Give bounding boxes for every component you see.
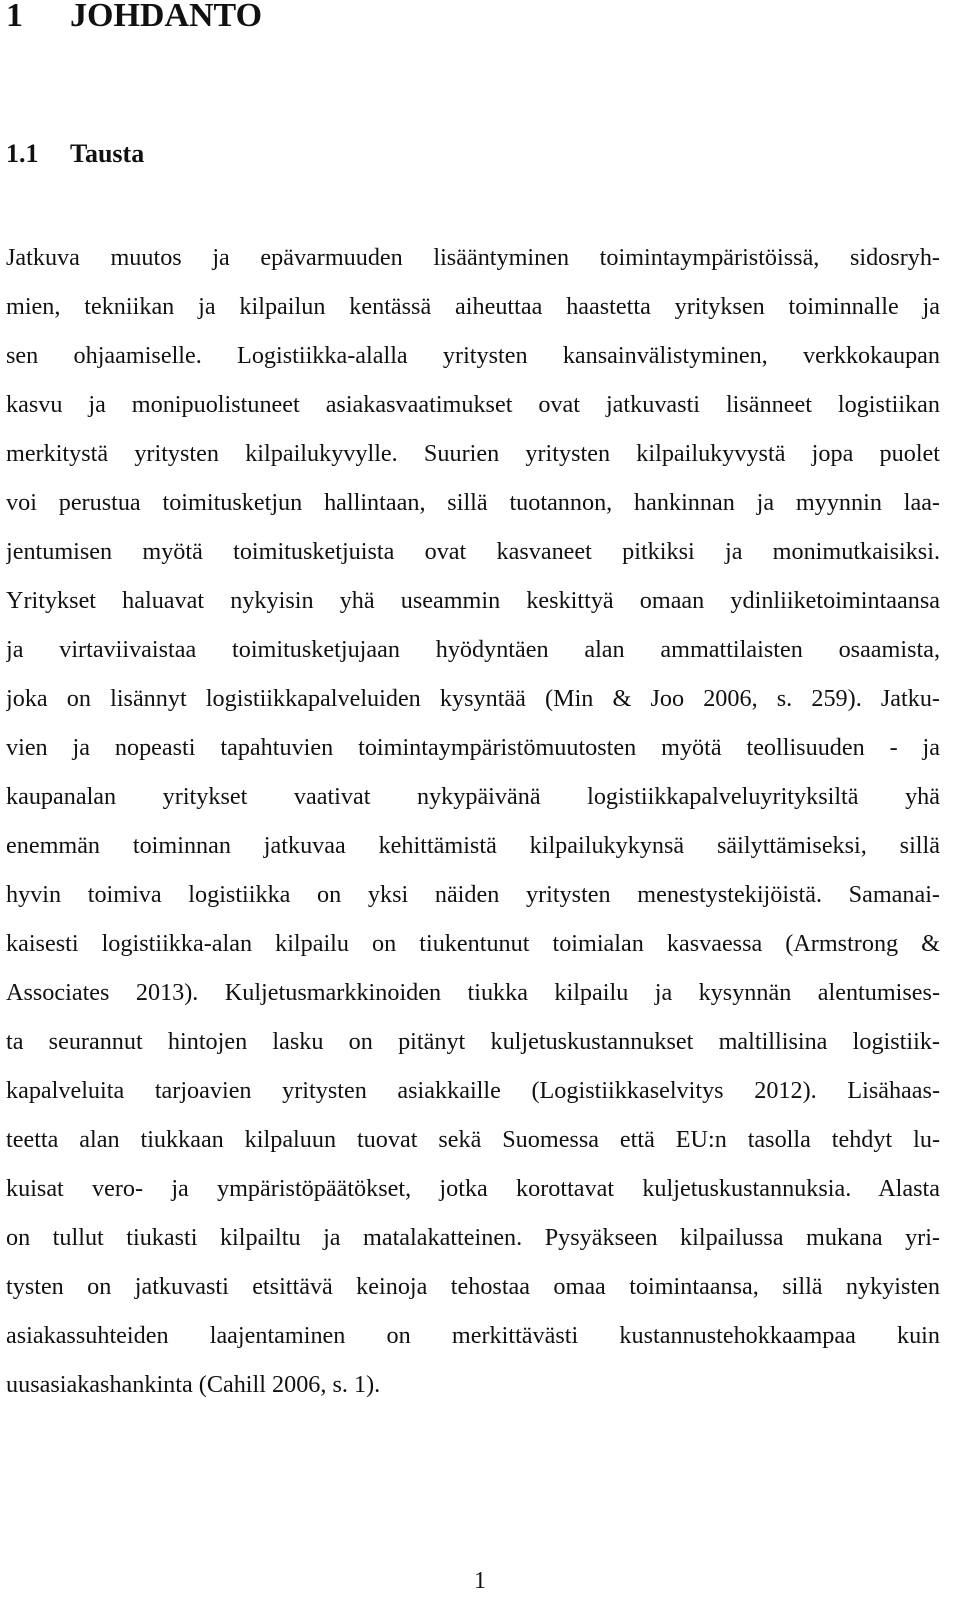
paragraph-line: jentumisen myötä toimitusketjuista ovat kasvaneet pitkiksi ja monimutkaisiksi. (6, 538, 940, 565)
paragraph-line: on tullut tiukasti kilpailtu ja matalakatteinen. Pysyäkseen kilpailussa mukana yri- (6, 1224, 940, 1251)
paragraph-line: Associates 2013). Kuljetusmarkkinoiden tiukka kilpailu ja kysynnän alentumises- (6, 979, 940, 1006)
paragraph-line: ja virtaviivaistaa toimitusketjujaan hyödyntäen alan ammattilaisten osaamista, (6, 636, 940, 663)
section-heading (6, 132, 144, 176)
paragraph-line: asiakassuhteiden laajentaminen on merkittävästi kustannustehokkaampaa kuin (6, 1322, 940, 1349)
chapter-title: JOHDANTO (70, 0, 263, 34)
paragraph-line: kuisat vero- ja ympäristöpäätökset, jotka korottavat kuljetuskustannuksia. Alasta (6, 1175, 940, 1202)
paragraph-line: teetta alan tiukkaan kilpaluun tuovat sekä Suomessa että EU:n tasolla tehdyt lu- (6, 1126, 940, 1153)
paragraph-line: kapalveluita tarjoavien yritysten asiakkaille (Logistiikkaselvitys 2012). Lisähaas- (6, 1077, 940, 1104)
paragraph-line: ta seurannut hintojen lasku on pitänyt kuljetuskustannukset maltillisina logistiik- (6, 1028, 940, 1055)
paragraph-line: Yritykset haluavat nykyisin yhä useammin keskittyä omaan ydinliiketoimintaansa (6, 587, 940, 614)
paragraph-line: mien, tekniikan ja kilpailun kentässä aiheuttaa haastetta yrityksen toiminnalle ja (6, 293, 940, 320)
paragraph-line: kaupanalan yritykset vaativat nykypäivänä logistiikkapalveluyrityksiltä yhä (6, 783, 940, 810)
paragraph-line: merkitystä yritysten kilpailukyvylle. Suurien yritysten kilpailukyvystä jopa puolet (6, 440, 940, 467)
paragraph-line: voi perustua toimitusketjun hallintaan, sillä tuotannon, hankinnan ja myynnin laa- (6, 489, 940, 516)
paragraph-line: vien ja nopeasti tapahtuvien toimintaympäristömuutosten myötä teollisuuden - ja (6, 734, 940, 761)
section-number: 1.1 (6, 139, 39, 168)
paragraph-line: kasvu ja monipuolistuneet asiakasvaatimukset ovat jatkuvasti lisänneet logistiikan (6, 391, 940, 418)
paragraph-line: kaisesti logistiikka-alan kilpailu on tiukentunut toimialan kasvaessa (Armstrong & (6, 930, 940, 957)
paragraph-line: joka on lisännyt logistiikkapalveluiden kysyntää (Min & Joo 2006, s. 259). Jatku- (6, 685, 940, 712)
section-title: Tausta (70, 139, 145, 168)
chapter-heading (6, 0, 262, 44)
paragraph-line: hyvin toimiva logistiikka on yksi näiden yritysten menestystekijöistä. Samanai- (6, 881, 940, 908)
chapter-number: 1 (6, 0, 23, 34)
paragraph-line: enemmän toiminnan jatkuvaa kehittämistä kilpailukykynsä säilyttämiseksi, sillä (6, 832, 940, 859)
paragraph-line: uusasiakashankinta (Cahill 2006, s. 1). (6, 1371, 381, 1398)
paragraph-line: sen ohjaamiselle. Logistiikka-alalla yritysten kansainvälistyminen, verkkokaupan (6, 342, 940, 369)
paragraph-line: Jatkuva muutos ja epävarmuuden lisääntyminen toimintaympäristöissä, sidosryh- (6, 244, 940, 271)
paragraph-line: tysten on jatkuvasti etsittävä keinoja tehostaa omaa toimintaansa, sillä nykyisten (6, 1273, 940, 1300)
page-number: 1 (474, 1568, 486, 1594)
